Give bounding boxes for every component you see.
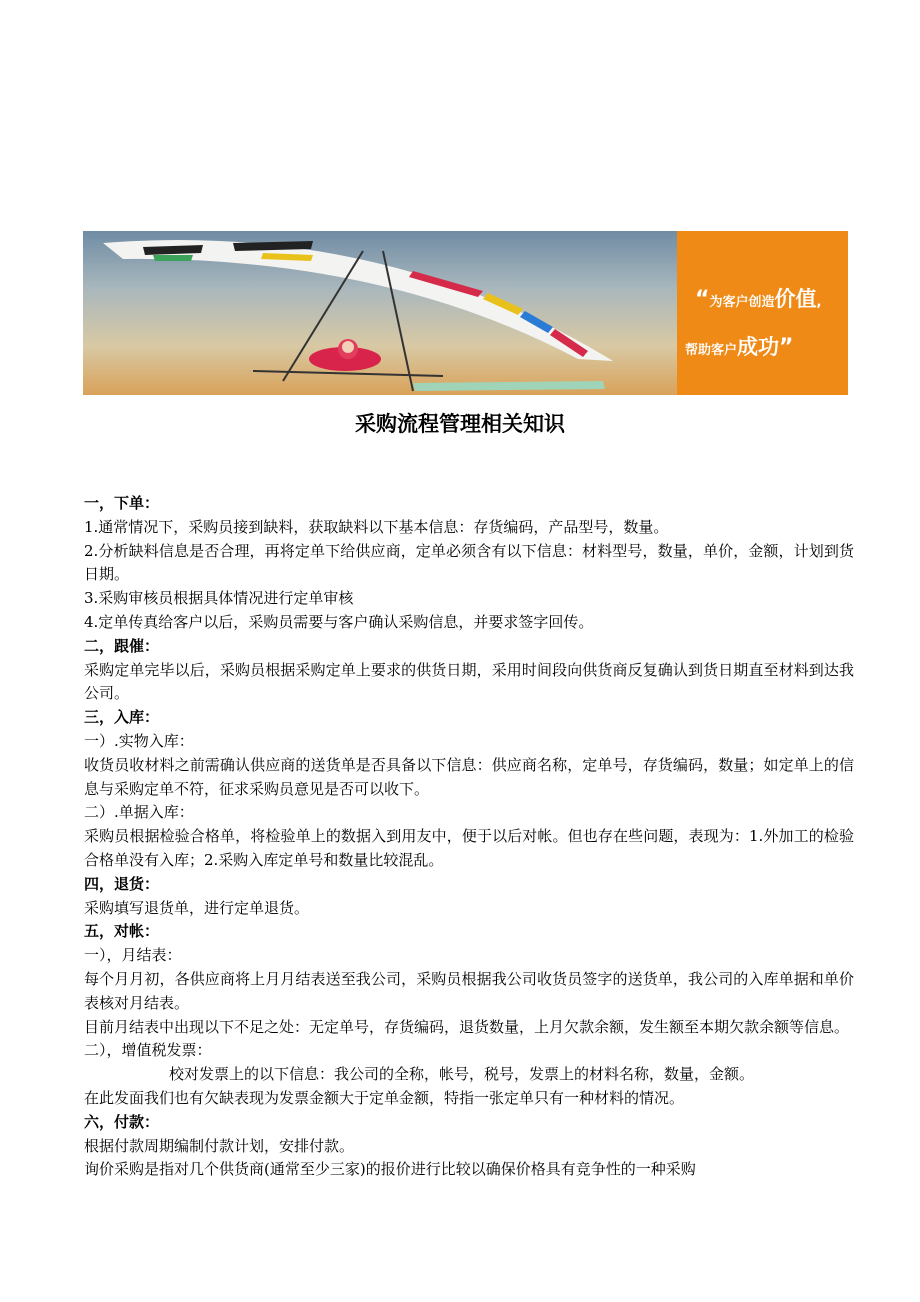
paragraph: 1.通常情况下，采购员接到缺料，获取缺料以下基本信息：存货编码，产品型号，数量。 — [84, 517, 669, 536]
paragraph: 目前月结表中出现以下不足之处：无定单号，存货编码，退货数量，上月欠款余额，发生额至本期欠款余额等信息。 — [84, 1017, 850, 1036]
subsection-heading: 一）.实物入库： — [84, 731, 194, 750]
paragraph: 在此发面我们也有欠缺表现为发票金额大于定单金额，特指一张定单只有一种材料的情况。 — [84, 1088, 685, 1107]
slogan-line-2: 帮助客户成功” — [685, 335, 794, 360]
paragraph: 每个月月初，各供应商将上月月结表送至我公司，采购员根据我公司收货员签字的送货单，我公司的入库单据和单价表核对月结表。 — [84, 969, 854, 1012]
paragraph: 校对发票上的以下信息：我公司的全称，帐号，税号，发票上的材料名称，数量，金额。 — [169, 1065, 755, 1084]
paragraph: 询价采购是指对几个供货商(通常至少三家)的报价进行比较以确保价格具有竞争性的一种采购 — [84, 1160, 696, 1179]
paragraph: 3.采购审核员根据具体情况进行定单审核 — [84, 589, 354, 608]
section-heading: 四，退货： — [84, 874, 160, 893]
hang-glider-illustration — [83, 231, 677, 395]
subsection-heading: 二），增值税发票： — [84, 1041, 212, 1060]
slogan-line-1-text: 为客户创造 — [709, 295, 775, 310]
paragraph: 采购定单完毕以后，采购员根据采购定单上要求的供货日期，采用时间段向供货商反复确认到货日期直至材料到达我公司。 — [84, 660, 854, 703]
paragraph: 采购填写退货单，进行定单退货。 — [84, 898, 310, 917]
section-heading: 三，入库： — [84, 708, 160, 727]
section-heading: 五，对帐： — [84, 922, 160, 941]
slogan-line-2-emphasis: 成功 — [737, 335, 780, 359]
header-banner — [83, 231, 848, 395]
document-title: 采购流程管理相关知识 — [355, 412, 565, 436]
hang-glider-photo — [83, 231, 677, 395]
document-body — [84, 492, 854, 1182]
paragraph: 2.分析缺料信息是否合理，再将定单下给供应商，定单必须含有以下信息：材料型号，数量，单价，金额，计划到货日期。 — [84, 541, 854, 584]
subsection-heading: 二）.单据入库： — [84, 803, 194, 822]
slogan-line-1-emphasis: 价值 — [774, 287, 817, 311]
slogan-line-1: “为客户创造价值, — [695, 287, 822, 312]
paragraph: 采购员根据检验合格单，将检验单上的数据入到用友中，便于以后对帐。但也存在些问题，表现为：1.外加工的检验合格单没有入库；2.采购入库定单号和数量比较混乱。 — [84, 827, 854, 869]
section-heading: 六，付款： — [84, 1112, 160, 1131]
section-heading: 二，跟催： — [84, 636, 160, 655]
slogan-line-2-text: 帮助客户 — [685, 343, 738, 358]
paragraph: 收货员收材料之前需确认供应商的送货单是否具备以下信息：供应商名称，定单号，存货编码，数量；如定单上的信息与采购定单不符，征求采购员意见是否可以收下。 — [84, 755, 854, 798]
paragraph: 根据付款周期编制付款计划，安排付款。 — [84, 1136, 355, 1155]
slogan-panel — [677, 231, 848, 395]
section-heading: 一，下单： — [84, 494, 160, 512]
subsection-heading: 一），月结表： — [84, 946, 182, 965]
paragraph: 4.定单传真给客户以后，采购员需要与客户确认采购信息，并要求签字回传。 — [84, 612, 594, 631]
